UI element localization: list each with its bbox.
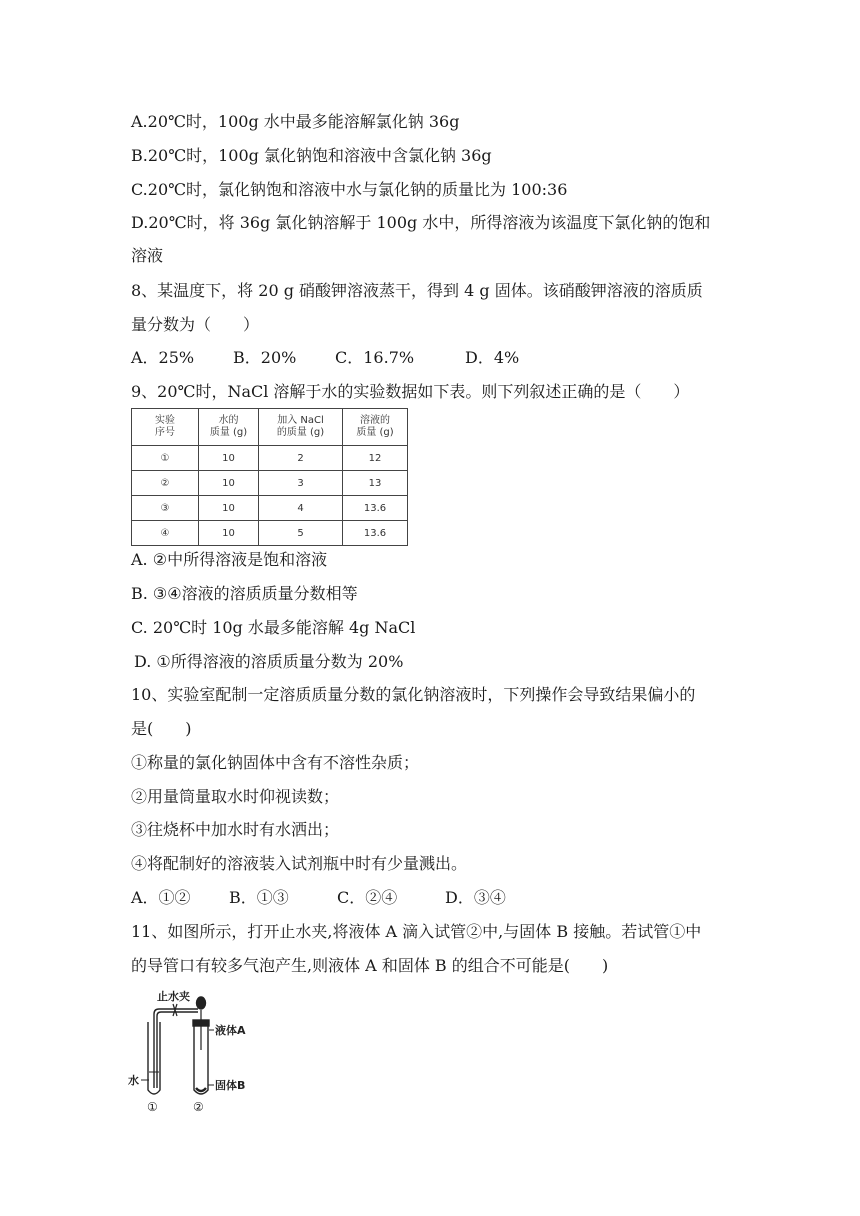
table-cell: 3 xyxy=(259,471,343,496)
header-text: 水的 质量 (g) xyxy=(209,415,248,438)
q8-stem-cont: 量分数为（ ） xyxy=(131,315,260,334)
solid-b xyxy=(196,1088,206,1091)
liquid-a-label: 液体A xyxy=(215,1024,246,1037)
q9-data-table xyxy=(131,408,408,546)
table-cell: ④ xyxy=(132,521,199,546)
table-cell: 13.6 xyxy=(343,496,408,521)
q10-option-a: A．①② xyxy=(131,888,191,907)
table-cell: ② xyxy=(132,471,199,496)
q7-option-d: D.20℃时，将 36g 氯化钠溶解于 100g 水中，所得溶液为该温度下氯化钠的饱和 xyxy=(131,213,711,232)
q7-option-b: B.20℃时，100g 氯化钠饱和溶液中含氯化钠 36g xyxy=(131,146,492,165)
q8-option-c: C．16.7% xyxy=(335,348,415,367)
q10-stem: 10、实验室配制一定溶质质量分数的氯化钠溶液时，下列操作会导致结果偏小的 xyxy=(131,685,696,704)
header-text: 实验 序号 xyxy=(155,415,175,438)
tube-1-label: ① xyxy=(147,1100,158,1114)
table-cell: ③ xyxy=(132,496,199,521)
table-row xyxy=(132,521,408,546)
header-text: 加入 NaCl 的质量 (g) xyxy=(276,415,325,438)
q8-option-b: B．20% xyxy=(233,348,297,367)
q7-option-c: C.20℃时，氯化钠饱和溶液中水与氯化钠的质量比为 100:36 xyxy=(131,180,568,199)
q9-option-d: D. ①所得溶液的溶质质量分数为 20% xyxy=(134,652,404,671)
table-cell: 10 xyxy=(199,521,259,546)
table-cell: ① xyxy=(132,446,199,471)
table-cell: 2 xyxy=(259,446,343,471)
q11-stem: 11、如图所示，打开止水夹,将液体 A 滴入试管②中,与固体 B 接触。若试管①中 xyxy=(131,922,702,941)
table-cell: 5 xyxy=(259,521,343,546)
q9-stem: 9、20℃时，NaCl 溶解于水的实验数据如下表。则下列叙述正确的是（ ） xyxy=(131,382,690,401)
q10-item-2: ②用量筒量取水时仰视读数； xyxy=(131,787,340,806)
q8-option-d: D．4% xyxy=(465,348,520,367)
table-cell: 10 xyxy=(199,446,259,471)
table-cell: 13 xyxy=(343,471,408,496)
table-header xyxy=(259,409,343,446)
q10-option-b: B．①③ xyxy=(229,888,289,907)
table-cell: 13.6 xyxy=(343,521,408,546)
q10-item-3: ③往烧杯中加水时有水洒出； xyxy=(131,820,340,839)
q9-option-c: C. 20℃时 10g 水最多能溶解 4g NaCl xyxy=(131,618,416,637)
q8-option-a: A．25% xyxy=(131,348,195,367)
q10-option-d: D．③④ xyxy=(445,888,506,907)
dropper-bulb xyxy=(197,997,206,1009)
q10-item-1: ①称量的氯化钠固体中含有不溶性杂质； xyxy=(131,753,420,772)
q10-options xyxy=(131,888,506,908)
q10-stem-cont: 是( ) xyxy=(131,719,192,738)
q7-option-d-cont: 溶液 xyxy=(131,246,164,265)
solid-b-label: 固体B xyxy=(215,1079,246,1092)
table-header-row xyxy=(132,409,408,446)
test-tube-apparatus-figure xyxy=(128,990,288,1115)
table-row xyxy=(132,496,408,521)
header-text: 溶液的 质量 (g) xyxy=(356,415,394,438)
q8-stem: 8、某温度下，将 20 g 硝酸钾溶液蒸干，得到 4 g 固体。该硝酸钾溶液的溶质质 xyxy=(131,281,703,300)
q8-options xyxy=(131,348,519,368)
water-label: 水 xyxy=(128,1074,139,1087)
table-header xyxy=(343,409,408,446)
table-header xyxy=(199,409,259,446)
q10-item-4: ④将配制好的溶液装入试剂瓶中时有少量溅出。 xyxy=(131,854,468,873)
clamp-label: 止水夹 xyxy=(157,990,190,1003)
table-header xyxy=(132,409,199,446)
q9-option-a: A. ②中所得溶液是饱和溶液 xyxy=(131,550,328,569)
q10-option-c: C．②④ xyxy=(337,888,398,907)
table-cell: 12 xyxy=(343,446,408,471)
table-row xyxy=(132,471,408,496)
q11-stem-cont: 的导管口有较多气泡产生,则液体 A 和固体 B 的组合不可能是( ) xyxy=(131,956,609,975)
delivery-tube-inner xyxy=(157,1012,198,1088)
table-row xyxy=(132,446,408,471)
table-cell: 10 xyxy=(199,471,259,496)
q7-option-a: A.20℃时，100g 水中最多能溶解氯化钠 36g xyxy=(131,112,460,131)
q9-option-b: B. ③④溶液的溶质质量分数相等 xyxy=(131,584,358,603)
table-cell: 10 xyxy=(199,496,259,521)
tube-2-label: ② xyxy=(193,1100,204,1114)
table-cell: 4 xyxy=(259,496,343,521)
